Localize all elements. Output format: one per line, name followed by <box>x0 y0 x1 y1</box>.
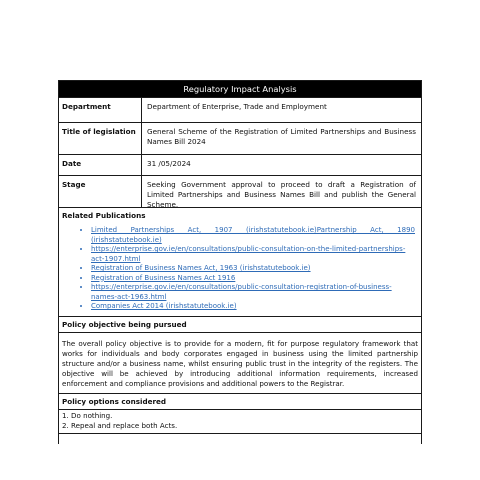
publication-link[interactable]: • Registration of Business Names Act, 1963 (irishstatutebook.ie) <box>91 264 415 274</box>
publication-link[interactable]: • https://enterprise.gov.ie/en/consultations/public-consultation-on-the-limited-partnerships-act-1907.html <box>91 245 415 264</box>
row-value: 31 /05/2024 <box>147 159 191 168</box>
row-label: Title of legislation <box>59 123 142 154</box>
row-stage <box>59 175 421 207</box>
policy-option: 2. Repeal and replace both Acts. <box>62 420 178 430</box>
row-value: Seeking Government approval to proceed to draft a Registration of Limited Partnerships and Business Names Bill and publish the General Scheme. <box>147 180 416 209</box>
row-department <box>59 97 421 122</box>
row-date <box>59 154 421 175</box>
related-publications-heading: Related Publications <box>59 207 421 223</box>
policy-options-heading: Policy options considered <box>59 393 421 409</box>
policy-objective-text: The overall policy objective is to provide for a modern, fit for purpose regulatory framework that works for individuals and body corporates engaged in business using the limited partnership structure and/or a business name, whilst ensuring public trust in the integrity of the registers. The objective will be achieved by introducing additional information requirements, increased enforcement and compliance provisions and additional powers to the Registrar. <box>59 332 421 393</box>
row-label: Department <box>59 98 142 122</box>
publication-link[interactable]: • Companies Act 2014 (irishstatutebook.ie) <box>91 302 415 312</box>
publication-link[interactable]: • Registration of Business Names Act 1916 <box>91 274 415 284</box>
publication-link[interactable]: • https://enterprise.gov.ie/en/consultations/public-consultation-registration-of-business-names-act-1963.html <box>91 283 415 302</box>
policy-option: 1. Do nothing. <box>62 410 113 420</box>
row-label: Date <box>59 155 142 175</box>
policy-options-list <box>59 409 421 433</box>
row-title-of-legislation <box>59 122 421 154</box>
table-title: Regulatory Impact Analysis <box>59 81 421 97</box>
related-publications-list <box>59 223 421 316</box>
row-label: Stage <box>59 176 142 207</box>
regulatory-impact-table <box>58 80 422 444</box>
policy-objective-heading: Policy objective being pursued <box>59 316 421 332</box>
row-value: Department of Enterprise, Trade and Employment <box>147 102 327 111</box>
row-value: General Scheme of the Registration of Limited Partnerships and Business Names Bill 2024 <box>147 127 416 146</box>
table-continuation <box>59 433 421 444</box>
publication-link[interactable]: • Limited Partnerships Act, 1907 (irishstatutebook.ie)Partnership Act, 1890 (irishstatutebook.ie) <box>91 226 415 245</box>
